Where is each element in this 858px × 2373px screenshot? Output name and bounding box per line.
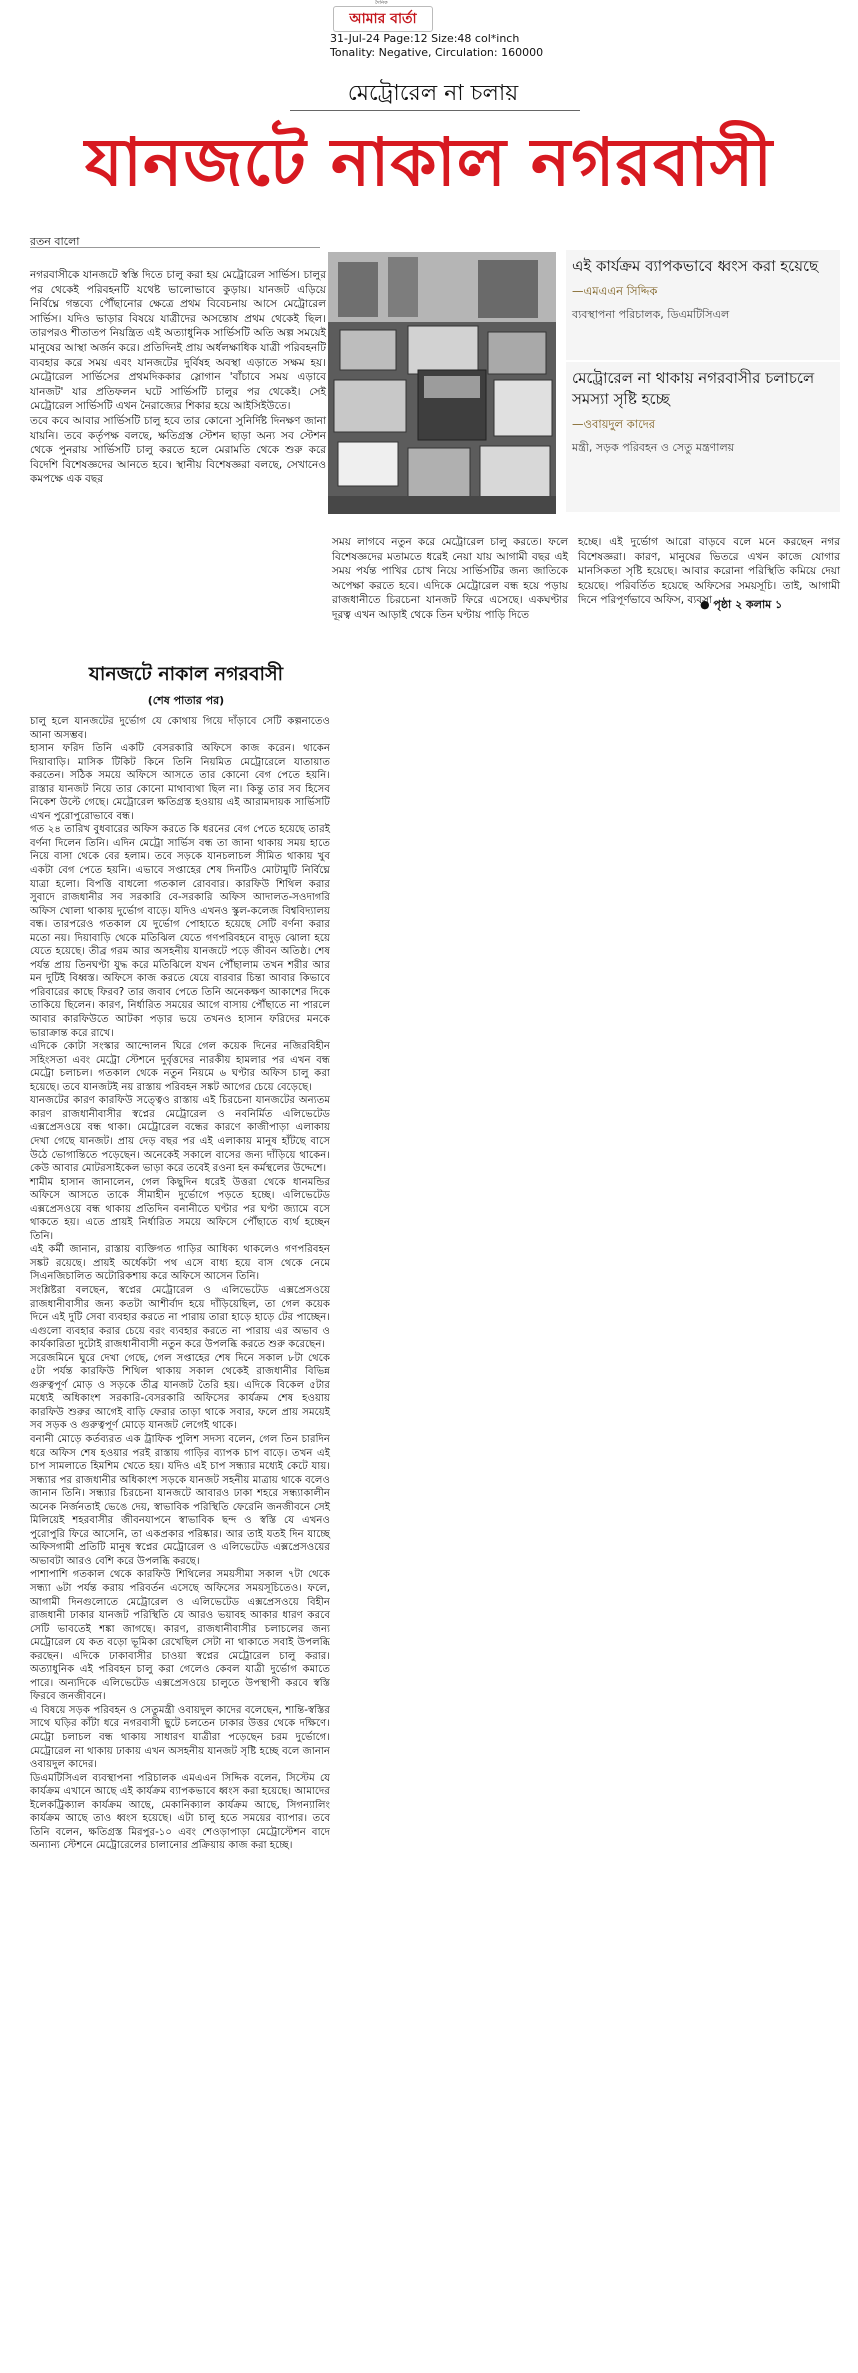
article-column-1 — [30, 268, 326, 487]
quote-box — [566, 250, 840, 360]
article-byline: রতন বালো — [30, 235, 80, 248]
continuation-paragraph: যানজটের কারণ কারফিউ সত্ত্বেও রাস্তায় এই চিরচেনা যানজটের অন্যতম কারণ রাজধানীবাসীর স্বপ্নের মেট্রোরেল ও নবনির্মিত এলিভেটেড এক্সপ্রেসওয়ে বন্ধ থাকা। মেট্রোরেল বন্ধের কারণে কাজীপাড়া এলাকায় দেখা গেছে যানজট। প্রায় দেড় বছর পর এই এলাকায় মানুষ হাঁটছে বাসে উঠে ভোগান্তিতে পড়েছেন। অনেকেই সকালে বাসের জন্য দাঁড়িয়ে থাকেন। কেউ আবার মোটরসাইকেল ভাড়া করে তবেই রওনা হন কর্মস্থলের উদ্দেশে। — [30, 1095, 330, 1175]
continuation-body — [30, 715, 330, 1853]
article-headline: যানজটে নাকাল নগরবাসী — [84, 124, 774, 201]
article-column-2: সময় লাগবে নতুন করে মেট্রোরেল চালু করতে। ফলে বিশেষজ্ঞদের মতামতে ধরেই নেয়া যায় আগামী বছর এই সময় পর্যন্ত পাখির চোখ নিয়ে সার্ভিসটির জন্য জাতিকে অপেক্ষা করতে হবে। এদিকে মেট্রোরেল বন্ধ হয়ে পড়ায় রাজধানীতে চিরচেনা যানজট ফিরে এসেছে। একঘণ্টার দূরত্ব এখন আড়াই থেকে তিন ঘণ্টায় পাড়ি দিতে — [332, 536, 568, 621]
quote-author-role: ব্যবস্থাপনা পরিচালক, ডিএমটিসিএল — [572, 308, 730, 321]
continuation-paragraph: ডিএমটিসিএল ব্যবস্থাপনা পরিচালক এমএএন সিদ্দিক বলেন, সিস্টেম যে কার্যক্রম এখানে আছে এই কার্যক্রম ব্যাপকভাবে ধ্বংস করা হয়েছে। আমাদের ইলেকট্রিক্যাল কার্যক্রম আছে, মেকানিক্যাল কার্যক্রম আছে, সিগন্যালিং কার্যক্রম আছে তাও ধ্বংস হয়েছে। এটা চালু হতে সময়ের ব্যাপার। তবে তিনি বলেন, ক্ষতিগ্রস্ত মিরপুর-১০ এবং শেওড়াপাড়া মেট্রোস্টেশন বাদে অন্যান্য স্টেশনে মেট্রোরেলের চালানোর প্রক্রিয়ায় কাজ করা হচ্ছে। — [30, 1772, 330, 1852]
continuation-paragraph: হাসান ফরিদ তিনি একটি বেসরকারি অফিসে কাজ করেন। থাকেন দিয়াবাড়ি। মাসিক টিকিট কিনে তিনি নিয়মিত মেট্রোরেলে যাতায়াত করতেন। সঠিক সময়ে অফিসে আসতে তার কোনো বেগ পেতে হয়নি। রাস্তার যানজট নিয়ে তার কোনো মাথাব্যথা ছিল না। কিন্তু তার সব হিসেব নিকেশ উল্টে গেছে। মেট্রোরেল ক্ষতিগ্রস্ত হওয়ায় এই আরামদায়ক সার্ভিসটি এখন পুরোপুরোভাবে বন্ধ। — [30, 743, 330, 822]
continuation-headline: যানজটে নাকাল নগরবাসী — [88, 663, 284, 685]
continuation-subhead: (শেষ পাতার পর) — [147, 694, 225, 707]
continuation-paragraph: এ বিষয়ে সড়ক পরিবহন ও সেতুমন্ত্রী ওবায়দুল কাদের বলেছেন, শান্তি-স্বস্তির সাথে ঘড়ির কাঁটা ধরে নগরবাসী ছুটে চলতেন ঢাকার উত্তর থেকে দক্ষিণে। মেট্রো চলাচল বন্ধ থাকায় সাধারণ যাত্রীরা পড়েছেন চরম দুর্ভোগে। মেট্রোরেল না থাকায় ঢাকায় এখন অসহনীয় যানজট সৃষ্টি হচ্ছে বলে জানান ওবায়দুল কাদের। — [30, 1704, 330, 1771]
continuation-jump-line: ● পৃষ্ঠা ২ কলাম ১ — [700, 598, 783, 611]
column-1-paragraph: নগরবাসীকে যানজটে স্বস্তি দিতে চালু করা হয় মেট্রোরেল সার্ভিস। চালুর পর থেকেই পরিবহনটি যথেষ্ট ভালোভাবে কুড়ায়। যানজট এড়িয়ে নির্বিঘ্নে গন্তব্যে পৌঁছানোর ক্ষেত্রে প্রথম বিবেচনায় আসে মেট্রোরেল সার্ভিস। যদিও ভাড়ার বিষয়ে যাত্রীদের অসন্তোষ প্রথম থেকেই ছিল। তারপরও শীতাতপ নিয়ন্ত্রিত এই অত্যাধুনিক সার্ভিসটি অতি অল্প সময়েই মানুষের আস্থা অর্জন করে। প্রতিদিনই প্রায় অর্ধলক্ষাধিক যাত্রী পরিবহনটি ব্যবহার করে সময় এবং যানজটের দুর্বিষহ অবস্থা এড়াতে সক্ষম হয়। মেট্রোরেল সার্ভিসের প্রথমদিককার স্লোগান 'বাঁচাবে সময় এড়াবে যানজট' যার প্রতিফলন ঘটে সার্ভিসটি চালুর পর থেকেই। সেই মেট্রোরেল সার্ভিসটি এখন নৈরাজ্যের শিকার হয়ে আইসিইউতে। — [30, 269, 326, 413]
quote-text: মেট্রোরেল না থাকায় নগরবাসীর চলাচলে সমস্যা সৃষ্টি হচ্ছে — [572, 369, 815, 408]
article-kicker: মেট্রোরেল না চলায় — [347, 81, 519, 106]
continuation-paragraph: এই কর্মী জানান, রাস্তায় ব্যক্তিগত গাড়ির আধিক্য থাকলেও গণপরিবহন সঙ্কট রয়েছে। প্রায়ই অর্ধেকটা পথ এসে বাধ্য হয়ে বাস থেকে নেমে সিএনজিচালিত অটোরিকশায় করে অফিসে আসেন তিনি। — [30, 1244, 330, 1283]
article-column-3: হচ্ছে। এই দুর্ভোগ আরো বাড়বে বলে মনে করছেন নগর বিশেষজ্ঞরা। কারণ, মানুষের ভিতরে এখন কাজে যোগার মানসিকতা সৃষ্টি হয়েছে। আবার করোনা পরিস্থিতি কমিয়ে দেয়া হয়েছে। পরিবর্তিত হয়েছে অফিসের সময়সূচি। তাই, আগামী দিনে পরিপূর্ণভাবে অফিস, ব্যবসা — [578, 536, 840, 607]
continuation-paragraph: চালু হলে যানজটের দুর্ভোগ যে কোথায় গিয়ে দাঁড়াবে সেটি কল্পনাতেও আনা অসম্ভব। — [30, 716, 330, 741]
clipping-meta-line-1: 31-Jul-24 Page:12 Size:48 col*inch — [330, 32, 520, 45]
clipping-meta-line-2: Tonality: Negative, Circulation: 160000 — [330, 46, 544, 59]
quote-box — [566, 362, 840, 512]
logo-text: আমার বার্তা — [349, 11, 417, 27]
column-1-paragraph: তবে কবে আবার সার্ভিসটি চালু হবে তার কোনো সুনির্দিষ্ট দিনক্ষণ জানা যায়নি। তবে কর্তৃপক্ষ বলছে, ক্ষতিগ্রস্ত স্টেশন ছাড়া অন্য সব স্টেশন থেকে পুনরায় সার্ভিসটি চালু করতে হলে মেরামতি থেকে শুরু করে বিদেশি বিশেষজ্ঞদের আনতে হবে। স্থানীয় বিশেষজ্ঞরা বলছে, সেখানেও কমপক্ষে এক বছর — [30, 414, 326, 486]
continuation-paragraph: বনানী মোড়ে কর্তব্যরত এক ট্রাফিক পুলিশ সদস্য বলেন, গেল তিন চারদিন ধরে অফিস শেষ হওয়ার পরই রাস্তায় গাড়ির ব্যাপক চাপ বাড়ে। তখন এই চাপ সামলাতে হিমশিম খেতে হয়। যদিও এই চাপ সন্ধ্যার মধ্যেই কেটে যায়। সন্ধ্যার পর রাজধানীর অধিকাংশ সড়কে যানজট সহনীয় মাত্রায় থাকে বলেও জানান তিনি। সন্ধ্যার চিরচেনা যানজটে আবারও ঢাকা শহরে সন্ধ্যাকালীন অনেক নির্জনতাই ভেঙে দেয়, স্বাভাবিক পরিস্থিতি ফেরেনি জনজীবনে সেই মিলিয়েই শহরবাসীর জীবনযাপনে স্বাভাবিক ছন্দ ও স্বস্তি যে এখনও পুরোপুরি ফিরে আসেনি, তা একপ্রকার পরিষ্কার। আর তাই যতই দিন যাচ্ছে অফিসগামী প্রতিটি মানুষ স্বপ্নের মেট্রোরেল ও এলিভেটেড এক্সপ্রেসওয়ের অভাবটা আরও বেশি করে উপলব্ধি করছে। — [30, 1433, 330, 1567]
logo-tagline: দৈনিক — [375, 0, 388, 6]
continuation-paragraph: সরেজমিনে ঘুরে দেখা গেছে, গেল সপ্তাহের শেষ দিনে সকাল ৮টা থেকে ৫টা পর্যন্ত কারফিউ শিথিল থাকায় সকাল থেকেই রাজধানীর বিভিন্ন গুরুত্বপূর্ণ মোড় ও সড়কে তীব্র যানজট তৈরি হয়। এদিকে বিকেল ৫টার মধ্যেই অধিকাংশ সরকারি-বেসরকারি অফিসের কার্যক্রম শেষ হওয়ায় কারফিউ শুরুর আগেই বাড়ি ফেরার তাড়া থাকে সবার, ফলে প্রায় সময়েই সব সড়ক ও গুরুত্বপূর্ণ মোড়ে যানজট লেগেই থাকে। — [30, 1352, 330, 1432]
quote-author: —এমএএন সিদ্দিক — [572, 284, 658, 298]
quote-text: এই কার্যক্রম ব্যাপকভাবে ধ্বংস করা হয়েছে — [572, 257, 819, 275]
quote-author-role: মন্ত্রী, সড়ক পরিবহন ও সেতু মন্ত্রণালয় — [572, 441, 735, 454]
traffic-jam-illustration — [328, 252, 556, 514]
quote-author: —ওবায়দুল কাদের — [572, 417, 656, 431]
continuation-paragraph: এদিকে কোটা সংস্কার আন্দোলন ঘিরে গেল কয়েক দিনের নজিরবিহীন সহিংসতা এবং মেট্রো স্টেশনে দুর্বৃত্তদের নারকীয় হামলার পর এখন বন্ধ মেট্রো চলাচল। গতকাল থেকে নতুন নিয়মে ৬ ঘণ্টার অফিস চালু করা হয়েছে। তবে যানজটই নয় রাস্তায় পরিবহন সঙ্কট আগের চেয়ে বেড়েছে। — [30, 1041, 330, 1093]
kicker-underline — [290, 110, 580, 111]
continuation-paragraph: সংশ্লিষ্টরা বলছেন, স্বপ্নের মেট্রোরেল ও এলিভেটেড এক্সপ্রেসওয়ে রাজধানীবাসীর জন্য কতটা আশীর্বাদ হয়ে দাঁড়িয়েছিল, তা গেল কয়েক দিনে এই দুটি সেবা ব্যবহার করতে না পারায় তারা হাড়ে হাড়ে টের পাচ্ছেন। এগুলো ব্যবহার করার চেয়ে বরং ব্যবহার করতে না পারায় এর অভাব ও কার্যকারিতা দুটোই রাজধানীবাসী নতুন করে উপলব্ধি করতে শুরু করেছেন। — [30, 1284, 330, 1351]
continuation-paragraph: শামীম হাসান জানালেন, গেল কিছুদিন ধরেই উত্তরা থেকে ধানমন্ডির অফিসে আসতে তাকে সীমাহীন দুর্ভোগে পড়তে হচ্ছে। এলিভেটেড এক্সপ্রেসওয়ে বন্ধ থাকায় প্রতিদিন বনানীতে ঘণ্টার পর ঘণ্টা জ্যামে বসে থাকতে হয়। এতে প্রায়ই নির্ধারিত সময়ে অফিসে পৌঁছাতে ব্যর্থ হচ্ছেন তিনি। — [30, 1176, 330, 1242]
newspaper-logo — [333, 6, 433, 32]
continuation-paragraph: পাশাপাশি গতকাল থেকে কারফিউ শিথিলের সময়সীমা সকাল ৭টা থেকে সন্ধ্যা ৬টা পর্যন্ত করায় পরিবর্তন এসেছে অফিসের সময়সূচিতেও। ফলে, আগামী দিনগুলোতে মেট্রোরেল ও এলিভেটেড এক্সপ্রেসওয়ে বিহীন রাজধানী ঢাকার যানজট পরিস্থিতি যে আরও ভয়াবহ আকার ধারণ করবে সেটি ভাবতেই শঙ্কা জাগছে। কারণ, রাজধানীবাসীর চলাচলের জন্য মেট্রোরেল যে কত বড়ো ভূমিকা রেখেছিল সেটা না থাকাতে সবাই উপলব্ধি করছেন। এদিকে ঢাকাবাসীর চাওয়া স্বপ্নের মেট্রোরেল চালু করার। অত্যাধুনিক এই পরিবহন চালু করা গেলেও কেবল যাত্রী দুর্ভোগ কমাতে পারে। অন্যদিকে এলিভেটেড এক্সপ্রেসওয়ে চালুতে উপস্থাপী করবে স্বস্তি ফিরবে জনজীবনে। — [30, 1569, 330, 1703]
traffic-jam-photo — [328, 252, 556, 514]
continuation-paragraph: গত ২৪ তারিখ বুধবারের অফিস করতে কি ধরনের বেগ পেতে হয়েছে তারই বর্ণনা দিলেন তিনি। এদিন মেট্রো সার্ভিস বন্ধ তা জানা থাকায় সময় হাতে নিয়ে বাসা থেকে বের হলাম। তবে সড়কে যানচলাচল সীমিত থাকায় খুব একটা বেগ পেতে হয়নি। এভাবে সপ্তাহের শেষ দিনটিও মোটামুটি নির্বিঘ্নে যাত্রা হলো। বিপত্তি বাধলো গতকাল রোববার। কারফিউ শিথিল করার সুবাদে রাজধানীর সব সরকারি বে-সরকারি অফিস আদালত-সওদাগরি অফিস খোলা থাকায় দুর্ভোগ বাড়ে। যদিও এখনও স্কুল-কলেজ বিশ্ববিদ্যালয় বন্ধ। তারপরেও গতকাল যে দুর্ভোগ পোহাতে হয়েছে সেটি বর্ণনা করার মতো নয়। দিয়াবাড়ি থেকে মতিঝিল যেতে গণপরিবহনে বাদুড় ঝোলা হয়ে যেতে হয়েছে। তীব্র গরম আর অসহনীয় যানজটে পড়ে জীবন অতিষ্ঠ। শেষ পর্যন্ত প্রায় তিনঘণ্টা যুদ্ধ করে মতিঝিলে যখন পৌঁছালাম তখন শরীর আর মন দুটিই বিধ্বস্ত। অফিসে কাজ করতে যেয়ে বারবার চিন্তা আবার কিভাবে পরিবারের কাছে ফিরব? তার জবাব পেতে তিনি অনেকক্ষণ আকাশের দিকে তাকিয়ে ছিলেন। কারণ, নির্ধারিত সময়ের আগে বাসায় পৌঁছাতে না পারলে আবার কারফিউতে আটকা পড়ার ভয়ে তখনও হাসান ফরিদের মনকে ভারাক্রান্ত করে রাখে। — [30, 824, 330, 1039]
byline-rule — [30, 247, 320, 248]
